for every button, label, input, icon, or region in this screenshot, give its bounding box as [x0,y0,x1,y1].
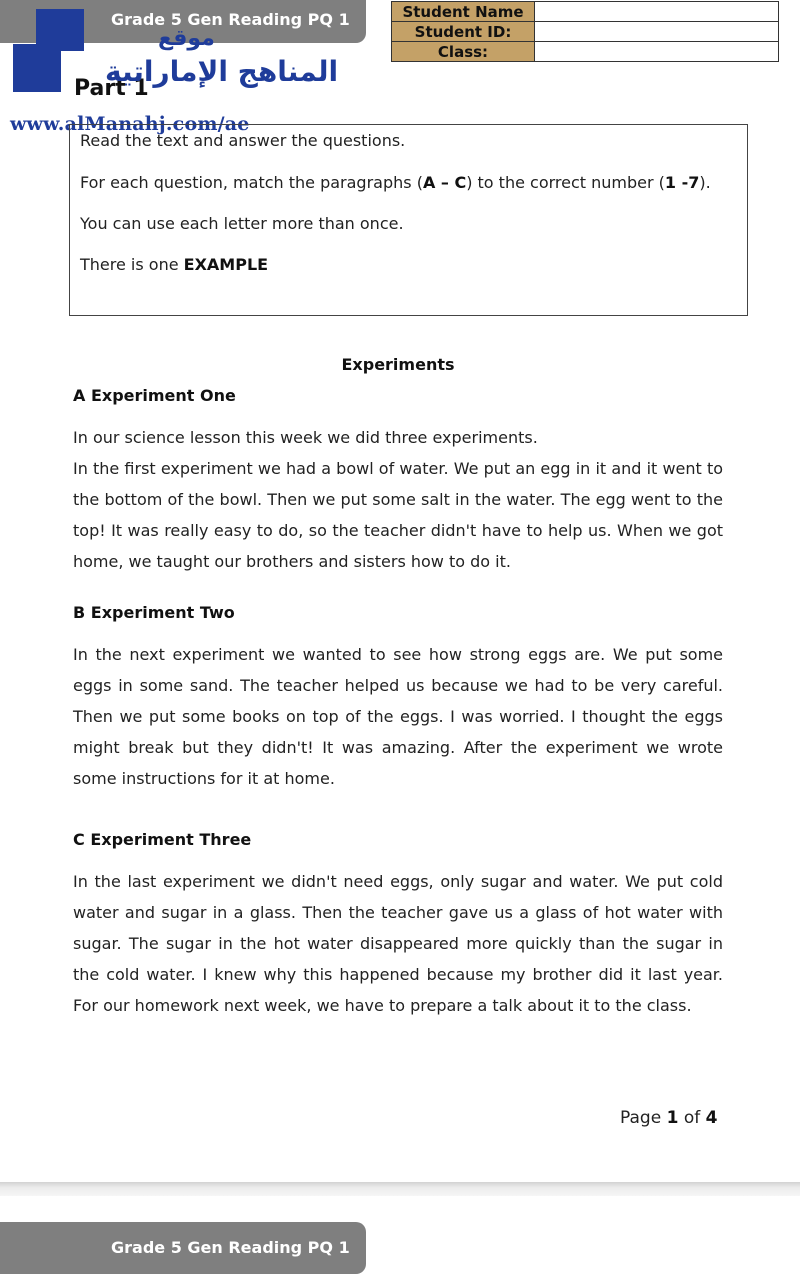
instruction-match-part2: ) to the correct number ( [466,173,665,192]
watermark-arabic-main: المناهج الإماراتية [105,55,339,88]
instruction-read-text: Read the text and answer the questions. [80,131,406,150]
logo-square-icon-secondary [13,44,61,92]
watermark-arabic-top: موقع [158,26,215,51]
section-c-paragraph: In the last experiment we didn't need eggs, only sugar and water. We put cold water and sugar in a glass. Then the teacher gave us a glass of hot water with sugar. The sugar in the hot water disappeared more quickly than the sugar in the cold water. I knew why this happened because my brother did it last year. For our homework next week, we have to prepare a talk about it to the class. [73,872,723,1015]
page-current: 1 [666,1108,679,1128]
part-title: Part 1 [74,76,149,101]
instruction-example [80,255,268,274]
section-b-paragraph: In the next experiment we wanted to see how strong eggs are. We put some eggs in some sand. The teacher helped us because we had to be very careful. Then we put some books on top of the eggs. I was worried. I thought the eggs might break but they didn't! It was amazing. After the experiment we wrote some instructions for it at home. [73,645,723,788]
header-title: Grade 5 Gen Reading PQ 1 [111,10,350,29]
page-separator [0,1182,800,1196]
section-c-heading: C Experiment Three [73,830,252,849]
page-word: Page [620,1108,662,1128]
next-page-title: Grade 5 Gen Reading PQ 1 [111,1238,350,1257]
next-page-title-tab [0,1222,366,1274]
page-of-word: of [683,1108,701,1128]
student-id-field[interactable] [535,22,779,42]
section-a-intro: In our science lesson this week we did three experiments. [73,428,538,447]
student-id-label: Student ID: [392,22,535,42]
instruction-example-prefix: There is one [80,255,184,274]
instruction-number-range: 1 -7 [664,173,700,192]
instruction-match-part3: ). [699,173,711,192]
page-number [620,1108,717,1128]
section-a-heading: A Experiment One [73,386,236,405]
student-name-label: Student Name [392,2,535,22]
watermark-url-link[interactable]: www.alManahj.com/ae [10,113,250,135]
class-field[interactable] [535,42,779,62]
student-info-table [391,1,779,62]
class-row [392,42,779,62]
instruction-reuse-letters: You can use each letter more than once. [80,214,404,233]
instruction-letter-range: A – C [422,173,467,192]
instruction-example-word: EXAMPLE [183,255,269,274]
instruction-match-part1: For each question, match the paragraphs ( [80,173,423,192]
passage-title: Experiments [341,355,455,374]
page-total: 4 [705,1108,718,1128]
class-label: Class: [392,42,535,62]
student-name-field[interactable] [535,2,779,22]
section-a-paragraph: In the first experiment we had a bowl of water. We put an egg in it and it went to the bottom of the bowl. Then we put some salt in the water. The egg went to the top! It was really easy to do, so the teacher didn't have to help us. When we got home, we taught our brothers and sisters how to do it. [73,459,723,571]
student-id-row [392,22,779,42]
student-name-row [392,2,779,22]
instruction-match [80,173,711,192]
section-b-heading: B Experiment Two [73,603,235,622]
